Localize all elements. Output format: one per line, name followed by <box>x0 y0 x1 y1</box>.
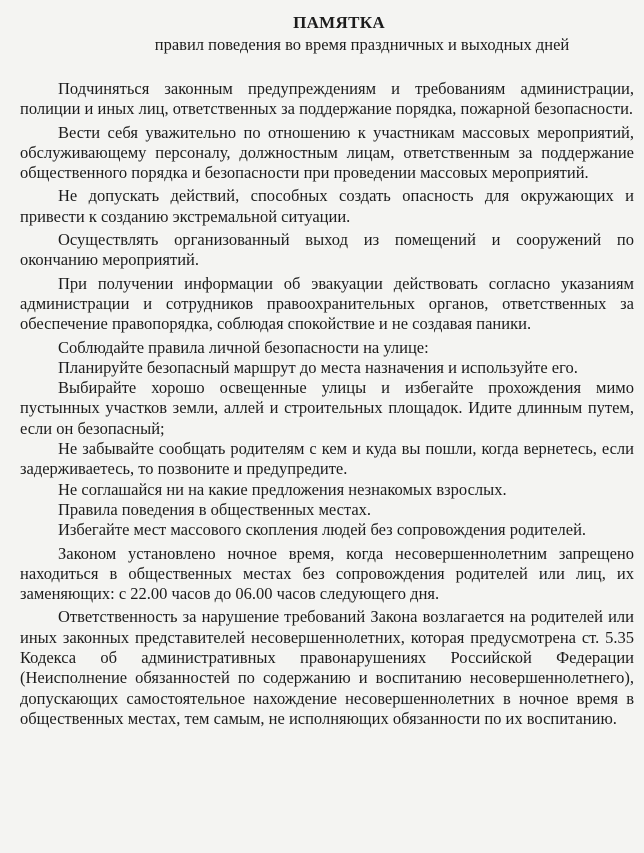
paragraph: Избегайте мест массового скопления людей без сопровождения родителей. <box>58 520 587 540</box>
paragraph: Подчиняться законным предупреждениям и требованиям администрации, полиции и иных лиц, ответственных за поддержание порядка, пожарной безопасности. <box>20 79 634 119</box>
paragraph: Не забывайте сообщать родителям с кем и куда вы пошли, когда вернетесь, если задерживаетесь, то позвоните и предупредите. <box>20 439 634 479</box>
memo-title: ПАМЯТКА <box>293 13 385 32</box>
paragraph: Выбирайте хорошо освещенные улицы и избегайте прохождения мимо пустынных участков земли, аллей и строительных площадок. Идите длинным путем, если он безопасный; <box>20 378 634 438</box>
paragraph: Правила поведения в общественных местах. <box>58 499 372 519</box>
paragraph: Соблюдайте правила личной безопасности на улице: <box>58 337 429 357</box>
paragraph: Ответственность за нарушение требований Закона возлагается на родителей или иных законных представителей несовершеннолетних, которая предусмотрена ст. 5.35 Кодекса об административных правонарушениях Российской Федерации (Неисполнение обязанностей по содержанию и воспитанию несовершеннолетнего), допускающих самостоятельное нахождение несовершеннолетних в ночное время в общественных местах, тем самым, не исполняющих обязанности по их воспитанию. <box>20 607 634 728</box>
paragraph: Не соглашайся ни на какие предложения незнакомых взрослых. <box>58 479 507 499</box>
memo-body <box>20 79 634 729</box>
paragraph: Осуществлять организованный выход из помещений и сооружений по окончанию мероприятий. <box>20 230 634 270</box>
paragraph: Не допускать действий, способных создать опасность для окружающих и привести к созданию экстремальной ситуации. <box>20 186 634 226</box>
paragraph: При получении информации об эвакуации действовать согласно указаниям администрации и сотрудников правоохранительных органов, ответственных за обеспечение правопорядка, соблюдая спокойствие и не создавая паники. <box>20 273 634 334</box>
memo-subtitle: правил поведения во время праздничных и выходных дней <box>154 35 570 54</box>
paragraph: Вести себя уважительно по отношению к участникам массовых мероприятий, обслуживающему персоналу, должностным лицам, ответственным за поддержание общественного порядка и безопасности при проведении массовых мероприятий. <box>20 122 634 183</box>
paragraph: Планируйте безопасный маршрут до места назначения и используйте его. <box>58 357 578 377</box>
paragraph: Законом установлено ночное время, когда несовершеннолетним запрещено находиться в общественных местах без сопровождения родителей или лиц, их заменяющих: с 22.00 часов до 06.00 часов следующего дня. <box>20 543 634 604</box>
